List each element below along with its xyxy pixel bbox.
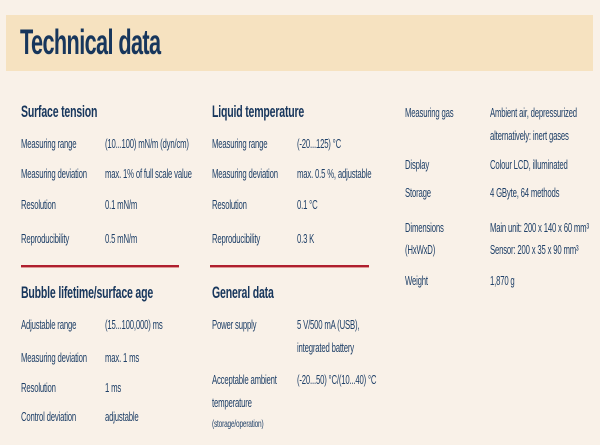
spec-value: 4 GByte, 64 methods bbox=[490, 186, 560, 200]
spec-value: 0.1 mN/m bbox=[105, 198, 138, 212]
spec-label: Measuring range bbox=[212, 137, 268, 151]
spec-label: Measuring deviation bbox=[21, 351, 87, 365]
spec-label: Adjustable range bbox=[21, 318, 77, 332]
spec-label: (HxWxD) bbox=[405, 243, 436, 257]
spec-value: 0.1 °C bbox=[297, 198, 318, 212]
spec-label: Weight bbox=[405, 274, 428, 288]
section-heading-bubble-lifetime: Bubble lifetime/surface age bbox=[21, 283, 154, 302]
spec-label: Storage bbox=[405, 186, 431, 200]
spec-value: Ambient air, depressurized bbox=[490, 106, 577, 120]
spec-label: temperature bbox=[212, 396, 252, 410]
spec-value: Sensor: 200 x 35 x 90 mm³ bbox=[490, 243, 579, 257]
spec-label: Measuring gas bbox=[405, 106, 454, 120]
spec-value: (10...100) mN/m (dyn/cm) bbox=[105, 137, 189, 151]
spec-value: 5 V/500 mA (USB), bbox=[297, 318, 360, 332]
spec-label: Display bbox=[405, 158, 430, 172]
section-divider bbox=[21, 265, 179, 268]
spec-value: max. 0.5 %, adjustable bbox=[297, 167, 372, 181]
spec-label: Measuring deviation bbox=[212, 167, 278, 181]
section-heading-general-data: General data bbox=[212, 283, 274, 302]
spec-value: (15...100,000) ms bbox=[105, 318, 163, 332]
spec-label: Resolution bbox=[21, 381, 56, 395]
spec-value: 1,870 g bbox=[490, 274, 515, 288]
spec-value: 1 ms bbox=[105, 381, 122, 395]
spec-label: Resolution bbox=[21, 198, 56, 212]
spec-label: Reproducibility bbox=[212, 232, 261, 246]
spec-label: Measuring deviation bbox=[21, 167, 87, 181]
spec-value: 0.5 mN/m bbox=[105, 232, 138, 246]
spec-label: Dimensions bbox=[405, 221, 444, 235]
spec-value: Colour LCD, illuminated bbox=[490, 158, 568, 172]
spec-value: integrated battery bbox=[297, 341, 354, 355]
spec-value: max. 1 ms bbox=[105, 351, 140, 365]
spec-value: (-20...50) °C/(10...40) °C bbox=[297, 373, 377, 387]
spec-label: Power supply bbox=[212, 318, 257, 332]
spec-value: adjustable bbox=[105, 410, 139, 424]
spec-label: Reproducibility bbox=[21, 232, 70, 246]
spec-value: Main unit: 200 x 140 x 60 mm³ bbox=[490, 221, 589, 235]
section-heading-liquid-temperature: Liquid temperature bbox=[212, 102, 305, 121]
spec-label-note: (storage/operation) bbox=[212, 418, 264, 430]
spec-label: Measuring range bbox=[21, 137, 77, 151]
spec-value: max. 1% of full scale value bbox=[105, 167, 192, 181]
spec-value: 0.3 K bbox=[297, 232, 315, 246]
section-divider bbox=[210, 265, 369, 268]
spec-label: Acceptable ambient bbox=[212, 373, 277, 387]
spec-label: Control deviation bbox=[21, 410, 77, 424]
spec-label: Resolution bbox=[212, 198, 247, 212]
spec-value: alternatively: inert gases bbox=[490, 129, 569, 143]
section-heading-surface-tension: Surface tension bbox=[21, 102, 98, 121]
spec-value: (-20...125) °C bbox=[297, 137, 342, 151]
page-title: Technical data bbox=[20, 23, 161, 62]
